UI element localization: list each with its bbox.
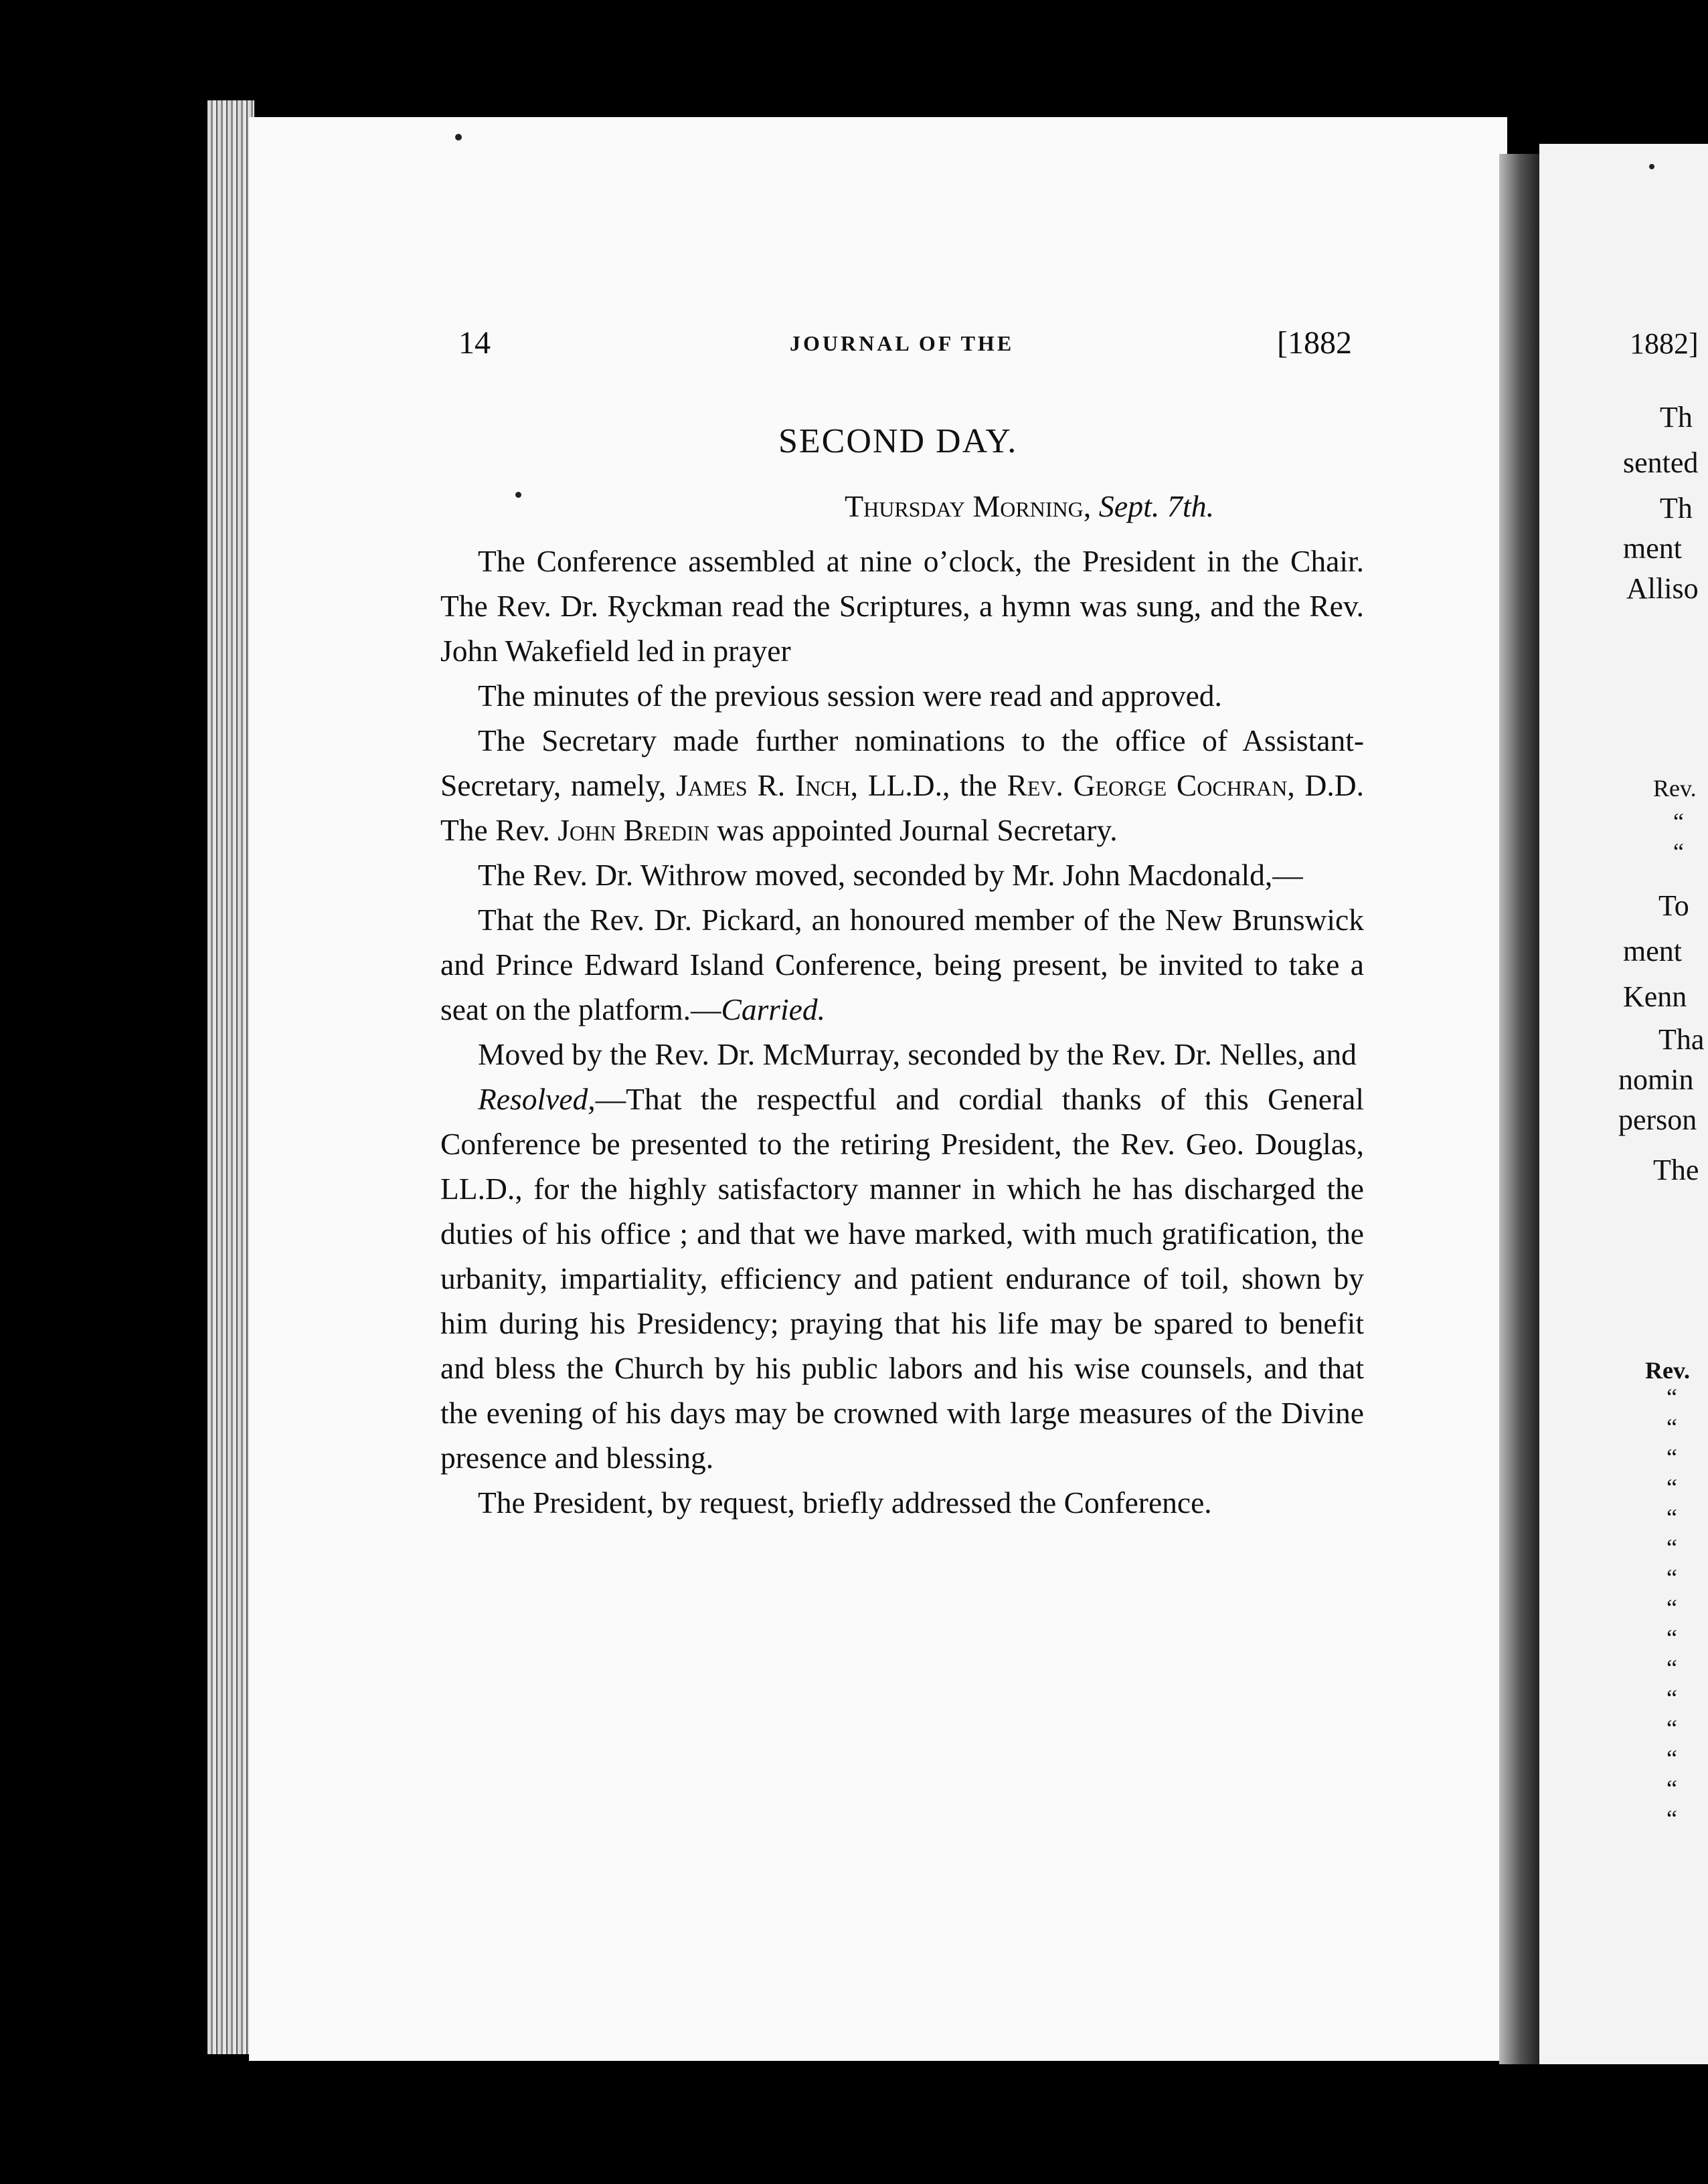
right-fragment: nomin	[1618, 1063, 1694, 1096]
ditto-mark: “	[1667, 1685, 1677, 1712]
right-fragment: Th	[1660, 401, 1693, 434]
right-fragment: Tha	[1658, 1023, 1705, 1056]
body-text	[440, 539, 1364, 1525]
right-rev-label: Rev.	[1645, 1357, 1690, 1384]
right-fragment: Alliso	[1626, 572, 1699, 605]
paragraph-text: Moved by the Rev. Dr. McMurray, seconded by the Rev. Dr. Nelles, and	[478, 1037, 1357, 1071]
paragraph-text: That the Rev. Dr. Pickard, an honoured member of the New Brunswick and Prince Edward Island Conference, being present, be invited to take a seat on the platform.—	[440, 903, 1364, 1026]
paragraph-text: The minutes of the previous session were read and approved.	[478, 678, 1222, 713]
ditto-mark: “	[1667, 1745, 1677, 1772]
right-fragment: To	[1658, 889, 1689, 922]
resolved-label: Resolved,	[478, 1082, 596, 1116]
book-page-edges	[207, 100, 254, 2054]
dateline	[845, 488, 1214, 524]
person-name: John Bredin	[558, 813, 709, 847]
right-fragment: “	[1673, 838, 1684, 865]
dateline-date: Sept. 7th.	[1098, 489, 1215, 523]
right-fragment: ment	[1623, 532, 1682, 565]
right-fragment: ment	[1623, 935, 1682, 968]
ditto-mark: “	[1667, 1775, 1677, 1802]
right-fragment: person	[1618, 1103, 1697, 1136]
right-fragment: “	[1673, 808, 1684, 835]
paragraph-text: was appointed Journal Secretary.	[709, 813, 1118, 847]
paragraph-text: The Rev.	[440, 813, 558, 847]
page-number: 14	[458, 325, 491, 361]
speck	[1649, 164, 1654, 169]
section-title: SECOND DAY.	[778, 422, 1018, 460]
ditto-mark: “	[1667, 1444, 1677, 1471]
paragraph-text: The Conference assembled at nine o’clock, the President in the Chair. The Rev. Dr. Ryckman read the Scriptures, a hymn was sung, and the Rev. John Wakefield led in prayer	[440, 544, 1364, 668]
ditto-mark: “	[1667, 1805, 1677, 1832]
right-page-year: 1882]	[1630, 327, 1699, 360]
running-head-year: [1882	[1277, 325, 1352, 361]
ditto-mark: “	[1667, 1625, 1677, 1651]
ditto-mark: “	[1667, 1504, 1677, 1531]
ditto-mark: “	[1667, 1715, 1677, 1742]
person-name: Rev. George Cochran, D.D.	[1007, 768, 1365, 802]
ditto-mark: “	[1667, 1655, 1677, 1681]
bullet-mark	[515, 492, 521, 498]
carried-note: Carried.	[721, 992, 825, 1026]
right-fragment: Rev.	[1653, 775, 1697, 802]
paragraph	[440, 539, 1364, 673]
ditto-mark: “	[1667, 1414, 1677, 1441]
ditto-mark: “	[1667, 1474, 1677, 1501]
paragraph-text: The President, by request, briefly addressed the Conference.	[478, 1485, 1212, 1520]
right-fragment: sented	[1623, 446, 1699, 479]
ditto-mark: “	[1667, 1564, 1677, 1591]
paragraph	[440, 852, 1364, 897]
paragraph-text: The Rev. Dr. Withrow moved, seconded by Mr. John Macdonald,—	[478, 858, 1303, 892]
paragraph	[440, 673, 1364, 718]
running-head: JOURNAL OF THE	[790, 331, 1015, 355]
paragraph	[440, 1032, 1364, 1077]
dateline-day: Thursday Morning,	[845, 489, 1092, 523]
right-fragment: The	[1653, 1154, 1699, 1186]
ditto-mark: “	[1667, 1595, 1677, 1621]
speck	[455, 134, 462, 141]
paragraph	[440, 718, 1364, 852]
ditto-mark: “	[1667, 1534, 1677, 1561]
paragraph	[440, 1480, 1364, 1525]
right-fragment: Th	[1660, 492, 1693, 525]
paragraph	[440, 1077, 1364, 1480]
paragraph-text: , the	[942, 768, 1007, 802]
paragraph	[440, 897, 1364, 1032]
person-name: James R. Inch, LL.D.	[676, 768, 942, 802]
right-fragment: Kenn	[1623, 980, 1687, 1013]
ditto-mark: “	[1667, 1384, 1677, 1410]
paragraph-text: The Secretary made further nominations to the office of Assistant-Secretary, namely,	[440, 723, 1364, 802]
paragraph-text: —That the respectful and cordial thanks of this General Conference be presented to the retiring President, the Rev. Geo. Douglas, LL.D., for the highly satisfactory manner in which he has discharged the duties of his office ; and that we have marked, with much gratification, the urbanity, impartiality, efficiency and patient endurance of toil, shown by him during his Presidency; praying that his life may be spared to benefit and bless the Church by his public labors and his wise counsels, and that the evening of his days may be crowned with large measures of the Divine presence and blessing.	[440, 1082, 1364, 1475]
